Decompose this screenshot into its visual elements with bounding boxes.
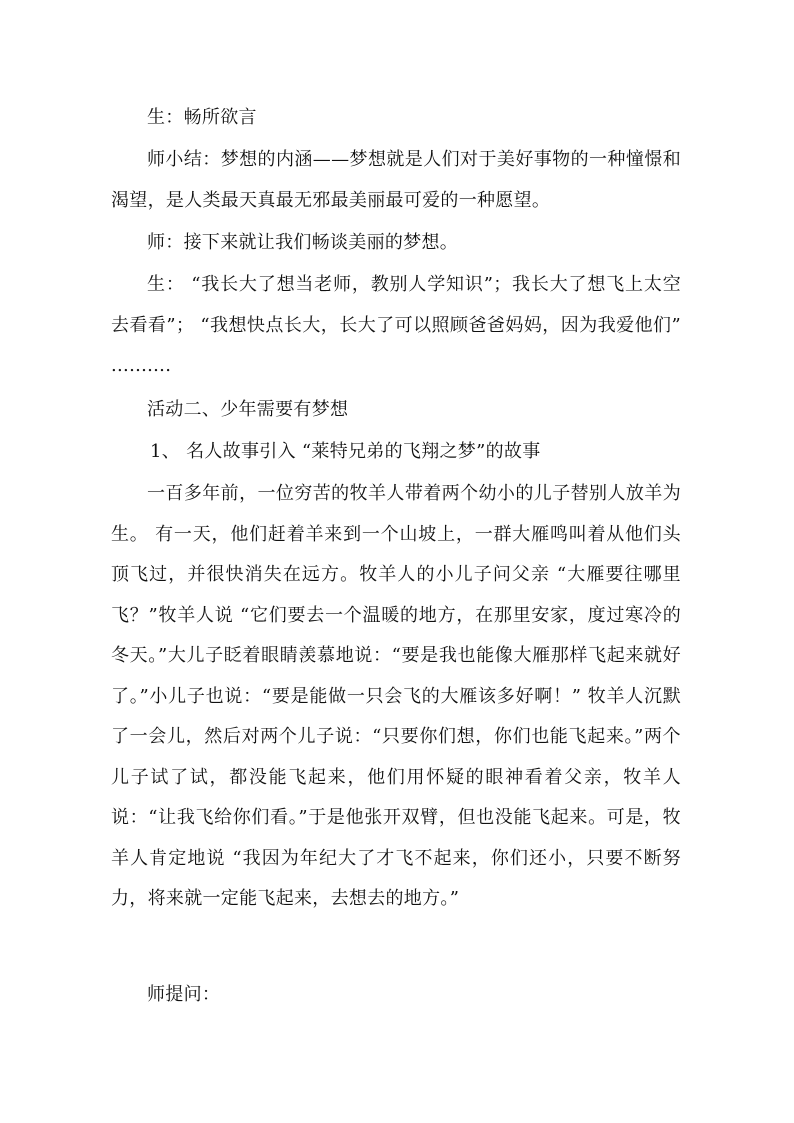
paragraph-teacher-prompt: 师：接下来就让我们畅谈美丽的梦想。: [147, 232, 459, 253]
paragraph-wright-brothers-story: 一百多年前，一位穷苦的牧羊人带着两个幼小的儿子替别人放羊为生。 有一天，他们赶着羊来到一个山坡上，一群大雁鸣叫着从他们头顶飞过，并很快消失在远方。牧羊人的小儿子问父亲 “大雁要往哪里飞？”牧羊人说 “它们要去一个温暖的地方，在那里安家，度过寒冷的冬天。”大儿子眨着眼睛羡慕地说：“要是我也能像大雁那样飞起来就好了。”小儿子也说：“要是能做一只会飞的大雁该多好啊！” 牧羊人沉默了一会儿，然后对两个儿子说：“只要你们想，你们也能飞起来。”两个儿子试了试，都没能飞起来，他们用怀疑的眼神看着父亲，牧羊人说：“让我飞给你们看。”于是他张开双臂，但也没能飞起来。可是，牧羊人肯定地说 “我因为年纪大了才飞不起来，你们还小，只要不断努力，将来就一定能飞起来，去想去的地方。”: [111, 483, 681, 909]
paragraph-teacher-question: 师提问：: [147, 984, 221, 1005]
paragraph-student-dreams: 生： “我长大了想当老师，教别人学知识”；我长大了想飞上太空去看看”； “我想快点长大，长大了可以照顾爸爸妈妈，因为我爱他们” ..........: [111, 274, 681, 376]
paragraph-activity-two-heading: 活动二、少年需要有梦想: [147, 399, 349, 420]
paragraph-story-intro: 1、 名人故事引入 “莱特兄弟的飞翔之梦”的故事: [150, 441, 541, 462]
paragraph-teacher-summary: 师小结：梦想的内涵——梦想就是人们对于美好事物的一种憧憬和渴望，是人类最天真最无邪最美丽最可爱的一种愿望。: [111, 149, 681, 211]
paragraph-student-response: 生：畅所欲言: [147, 107, 257, 128]
